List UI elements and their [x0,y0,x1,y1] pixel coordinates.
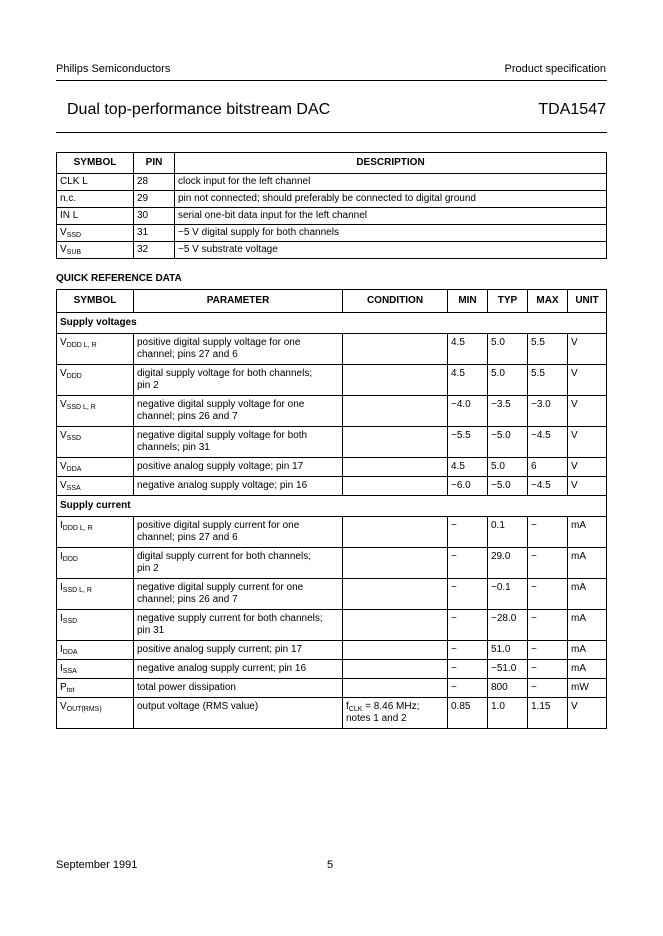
pin-number-cell: 30 [134,208,175,225]
typ-cell: 51.0 [488,641,528,660]
table-row [57,477,607,496]
parameter-line: positive analog supply current; pin 17 [137,644,303,655]
pin-symbol: IN L [60,210,79,221]
col-header-symbol: SYMBOL [57,153,134,174]
condition-subscript: CLK [348,706,363,713]
typ-cell: −5.0 [488,427,528,458]
pin-table-row [57,174,607,191]
unit-cell: V [568,427,607,458]
min-cell: 4.5 [448,365,488,396]
parameter-line: output voltage (RMS value) [137,701,259,712]
pin-symbol-subscript: SUB [66,249,82,256]
pin-symbol: V [60,227,67,238]
quick-reference-title: QUICK REFERENCE DATA [56,273,182,284]
condition-symbol: f [346,701,349,712]
symbol: P [60,682,67,693]
parameter-cell [134,679,343,698]
parameter-line: channels; pin 31 [137,442,210,453]
symbol-subscript: OUT(RMS) [66,706,102,713]
page-number: 5 [327,859,334,871]
pin-table [56,152,607,259]
parameter-cell [134,517,343,548]
parameter-line: negative digital supply voltage for one [137,399,305,410]
page-title: Dual top-performance bitstream DAC [67,101,331,118]
min-cell: 4.5 [448,458,488,477]
parameter-line: channel; pins 26 and 7 [137,411,238,422]
unit-cell: mA [568,610,607,641]
typ-cell: −28.0 [488,610,528,641]
symbol: V [60,701,67,712]
pin-number-cell: 28 [134,174,175,191]
symbol-cell [57,365,134,396]
symbol: I [60,520,63,531]
symbol-subscript: SSD L, R [66,404,96,411]
pin-symbol: CLK L [60,176,88,187]
unit-cell: V [568,458,607,477]
condition-line: notes 1 and 2 [346,713,407,724]
pin-symbol-cell [57,225,134,242]
condition-cell [343,610,448,641]
quick-reference-table [56,289,607,729]
unit-cell: mA [568,517,607,548]
parameter-line: negative analog supply current; pin 16 [137,663,307,674]
typ-cell: −0.1 [488,579,528,610]
unit-cell: mA [568,579,607,610]
pin-symbol-cell [57,208,134,225]
parameter-line: channel; pins 26 and 7 [137,594,238,605]
qrd-header-row [57,290,607,313]
symbol-cell [57,458,134,477]
condition-cell [343,660,448,679]
col-header-typ: TYP [488,290,528,313]
condition-cell [343,427,448,458]
parameter-cell [134,548,343,579]
parameter-line: channel; pins 27 and 6 [137,532,238,543]
symbol-subscript: SSA [62,668,77,675]
symbol-subscript: SSD [62,618,78,625]
parameter-line: positive digital supply voltage for one [137,337,301,348]
max-cell: − [528,517,568,548]
group-row [57,496,607,517]
max-cell: − [528,641,568,660]
condition-cell [343,548,448,579]
unit-cell: V [568,477,607,496]
group-title: Supply voltages [57,313,607,334]
table-row [57,698,607,729]
pin-table-row [57,208,607,225]
max-cell: −4.5 [528,427,568,458]
condition-cell [343,698,448,729]
unit-cell: mA [568,548,607,579]
unit-cell: mA [568,660,607,679]
table-row [57,579,607,610]
condition-line [346,701,444,713]
min-cell: − [448,548,488,579]
min-cell: −4.0 [448,396,488,427]
footer-date: September 1991 [56,859,138,871]
parameter-line: total power dissipation [137,682,236,693]
max-cell: − [528,679,568,698]
max-cell: 5.5 [528,334,568,365]
max-cell: − [528,579,568,610]
condition-cell [343,477,448,496]
condition-cell [343,396,448,427]
table-row [57,458,607,477]
parameter-cell [134,698,343,729]
symbol: V [60,461,67,472]
unit-cell: mW [568,679,607,698]
symbol-cell [57,679,134,698]
min-cell: 0.85 [448,698,488,729]
max-cell: −4.5 [528,477,568,496]
typ-cell: 800 [488,679,528,698]
parameter-line: negative digital supply current for one [137,582,304,593]
symbol: V [60,399,67,410]
symbol-subscript: tot [66,687,75,694]
pin-number-cell: 32 [134,242,175,259]
col-header-unit: UNIT [568,290,607,313]
symbol: I [60,582,63,593]
pin-table-row [57,191,607,208]
pin-symbol-cell [57,174,134,191]
col-header-parameter: PARAMETER [134,290,343,313]
table-row [57,396,607,427]
pin-table-header-row [57,153,607,174]
parameter-line: negative supply current for both channels; [137,613,323,624]
symbol-subscript: DDD L, R [62,525,93,532]
symbol-cell [57,548,134,579]
condition-cell [343,679,448,698]
pin-table-row [57,225,607,242]
symbol-subscript: DDA [66,466,82,473]
symbol-cell [57,334,134,365]
condition-cell [343,579,448,610]
pin-symbol-subscript: SSD [66,232,82,239]
parameter-cell [134,610,343,641]
symbol-cell [57,477,134,496]
pin-symbol-cell [57,191,134,208]
parameter-cell [134,365,343,396]
col-header-condition: CONDITION [343,290,448,313]
typ-cell: 29.0 [488,548,528,579]
symbol-cell [57,610,134,641]
symbol-subscript: DDA [62,649,78,656]
unit-cell: V [568,365,607,396]
col-header-max: MAX [528,290,568,313]
typ-cell: 5.0 [488,458,528,477]
symbol: I [60,663,63,674]
table-row [57,641,607,660]
typ-cell: −5.0 [488,477,528,496]
col-header-symbol: SYMBOL [57,290,134,313]
symbol-cell [57,660,134,679]
table-row [57,679,607,698]
symbol-cell [57,427,134,458]
typ-cell: 0.1 [488,517,528,548]
table-row [57,517,607,548]
min-cell: − [448,579,488,610]
symbol-subscript: SSA [66,485,81,492]
symbol-cell [57,517,134,548]
max-cell: 1.15 [528,698,568,729]
min-cell: − [448,660,488,679]
typ-cell: 1.0 [488,698,528,729]
symbol-cell [57,698,134,729]
parameter-cell [134,660,343,679]
unit-cell: V [568,698,607,729]
parameter-line: positive analog supply voltage; pin 17 [137,461,304,472]
min-cell: − [448,641,488,660]
pin-symbol-cell [57,242,134,259]
parameter-cell [134,579,343,610]
symbol: V [60,337,67,348]
part-number: TDA1547 [538,101,606,118]
typ-cell: 5.0 [488,334,528,365]
symbol: V [60,430,67,441]
table-row [57,334,607,365]
parameter-cell [134,334,343,365]
col-header-pin: PIN [134,153,175,174]
min-cell: 4.5 [448,334,488,365]
condition-cell [343,365,448,396]
max-cell: −3.0 [528,396,568,427]
table-row [57,660,607,679]
unit-cell: V [568,334,607,365]
symbol-cell [57,641,134,660]
pin-description-cell: clock input for the left channel [175,174,607,191]
symbol-subscript: SSD L, R [62,587,92,594]
unit-cell: mA [568,641,607,660]
parameter-line: digital supply current for both channels; [137,551,311,562]
symbol-cell [57,579,134,610]
symbol-subscript: DDD [62,556,78,563]
pin-table-row [57,242,607,259]
symbol: V [60,368,67,379]
header-divider [56,80,607,81]
company-name: Philips Semiconductors [56,63,171,75]
parameter-line: negative digital supply voltage for both [137,430,308,441]
table-row [57,610,607,641]
pin-symbol: n.c. [60,193,77,204]
symbol: I [60,551,63,562]
pin-description-cell: serial one-bit data input for the left channel [175,208,607,225]
col-header-min: MIN [448,290,488,313]
pin-number-cell: 31 [134,225,175,242]
table-row [57,365,607,396]
pin-description-cell: −5 V digital supply for both channels [175,225,607,242]
pin-description-cell: pin not connected; should preferably be connected to digital ground [175,191,607,208]
symbol-cell [57,396,134,427]
pin-number-cell: 29 [134,191,175,208]
typ-cell: −3.5 [488,396,528,427]
parameter-line: digital supply voltage for both channels; [137,368,313,379]
min-cell: −6.0 [448,477,488,496]
condition-cell [343,641,448,660]
min-cell: −5.5 [448,427,488,458]
table-row [57,548,607,579]
symbol-subscript: DDD L, R [66,342,97,349]
parameter-cell [134,641,343,660]
parameter-line: positive digital supply current for one [137,520,300,531]
pin-description-cell: −5 V substrate voltage [175,242,607,259]
parameter-cell [134,396,343,427]
condition-cell [343,517,448,548]
max-cell: 5.5 [528,365,568,396]
col-header-description: DESCRIPTION [175,153,607,174]
parameter-line: channel; pins 27 and 6 [137,349,238,360]
parameter-line: pin 2 [137,563,159,574]
max-cell: − [528,660,568,679]
group-row [57,313,607,334]
min-cell: − [448,610,488,641]
symbol: I [60,613,63,624]
typ-cell: −51.0 [488,660,528,679]
symbol: V [60,480,67,491]
parameter-cell [134,458,343,477]
unit-cell: V [568,396,607,427]
condition-cell [343,334,448,365]
pin-symbol: V [60,244,67,255]
table-row [57,427,607,458]
parameter-line: pin 2 [137,380,159,391]
symbol-subscript: SSD [66,435,82,442]
typ-cell: 5.0 [488,365,528,396]
symbol: I [60,644,63,655]
max-cell: − [528,548,568,579]
min-cell: − [448,679,488,698]
max-cell: 6 [528,458,568,477]
min-cell: − [448,517,488,548]
parameter-line: negative analog supply voltage; pin 16 [137,480,308,491]
document-type: Product specification [504,63,606,75]
parameter-cell [134,477,343,496]
condition-cell [343,458,448,477]
max-cell: − [528,610,568,641]
symbol-subscript: DDD [66,373,82,380]
condition-value: = 8.46 MHz; [362,701,420,712]
title-divider [56,132,607,133]
group-title: Supply current [57,496,607,517]
parameter-cell [134,427,343,458]
parameter-line: pin 31 [137,625,165,636]
